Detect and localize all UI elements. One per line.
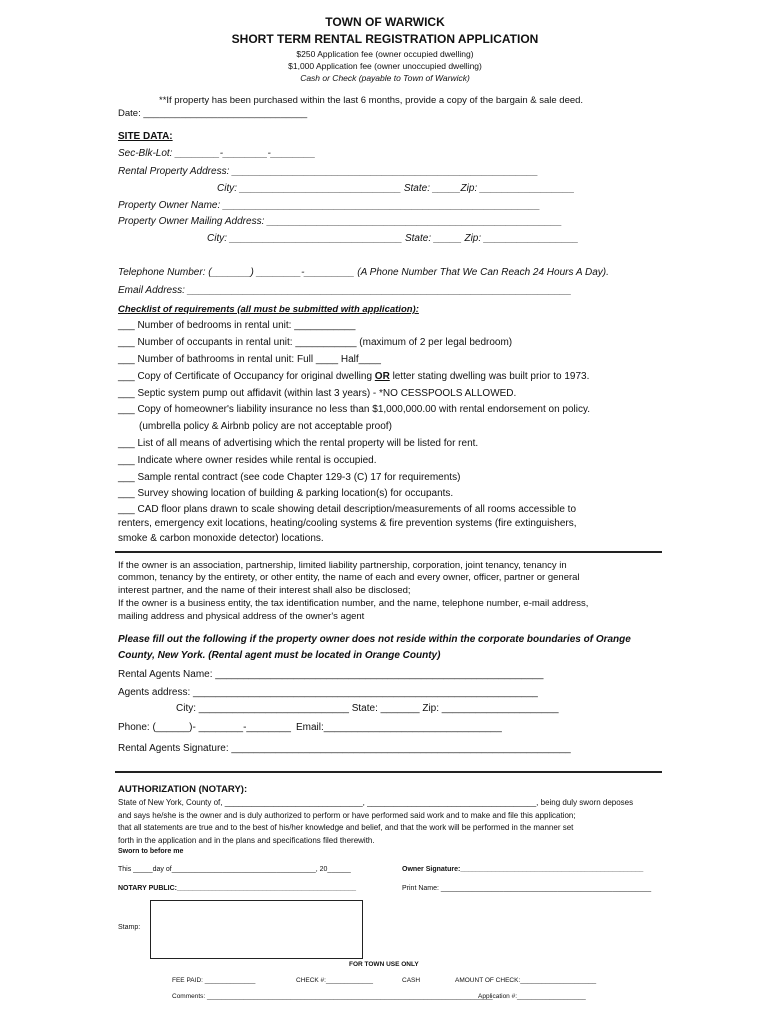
notary-public-field[interactable]: NOTARY PUBLIC:______________________________________________ — [118, 885, 357, 892]
email-field[interactable]: Email Address: _____________________________________________________________________ — [118, 285, 572, 296]
print-name-field[interactable]: Print Name: ______________________________________________________ — [402, 885, 652, 892]
town-use-heading: FOR TOWN USE ONLY — [349, 961, 419, 968]
owner-mailing-address-field[interactable]: Property Owner Mailing Address: _____________________________________________________ — [118, 216, 562, 227]
ownership-line-1: If the owner is an association, partnership, limited liability partnership, corporation, joint tenancy, tenancy in — [118, 560, 567, 571]
authorization-heading: AUTHORIZATION (NOTARY): — [118, 784, 248, 795]
comments-field[interactable]: Comments: _______________________________________________________________________________ — [172, 993, 493, 1000]
fee-owner-unoccupied: $1,000 Application fee (owner unoccupied dwelling) — [288, 61, 482, 71]
rental-property-address-field[interactable]: Rental Property Address: _______________________________________________________ — [118, 166, 539, 177]
rental-agent-name-field[interactable]: Rental Agents Name: ___________________________________________________________ — [118, 669, 544, 680]
deed-notice: **If property has been purchased within the last 6 months, provide a copy of the bargain & sale deed. — [159, 95, 584, 106]
checklist-item-certificate-text-2: letter stating dwelling was built prior to 1973. — [389, 371, 590, 382]
checklist-item-certificate[interactable] — [118, 371, 589, 382]
checklist-item-floor-plans[interactable]: ___ CAD floor plans drawn to scale showing detail description/measurements of all rooms accessible to — [118, 504, 577, 515]
document-title: TOWN OF WARWICK — [325, 15, 445, 29]
payment-note: Cash or Check (payable to Town of Warwick) — [300, 73, 470, 83]
agent-instruction-1: Please fill out the following if the property owner does not reside within the corporate boundaries of Orange — [118, 634, 631, 645]
checklist-item-insurance[interactable]: ___ Copy of homeowner's liability insurance no less than $1,000,000.00 with rental endorsement on policy. — [118, 404, 591, 415]
checklist-item-survey[interactable]: ___ Survey showing location of building & parking location(s) for occupants. — [118, 488, 454, 499]
ownership-line-2: common, tenancy by the entirety, or other entity, the name of each and every owner, officer, partner or general — [118, 572, 580, 583]
agent-phone-field[interactable]: Phone: (______)- ________-________ — [118, 722, 291, 733]
checklist-item-occupants[interactable]: ___ Number of occupants in rental unit: ___________ (maximum of 2 per legal bedroom) — [118, 337, 513, 348]
this-day-field[interactable]: This _____day of_____________________________________, 20______ — [118, 866, 351, 873]
date-field[interactable]: Date: _______________________________ — [118, 108, 308, 119]
sworn-statement: Sworn to before me — [118, 848, 184, 855]
checklist-item-advertising[interactable]: ___ List of all means of advertising which the rental property will be listed for rent. — [118, 438, 479, 449]
cash-label[interactable]: CASH — [402, 977, 421, 984]
property-owner-name-field[interactable]: Property Owner Name: _________________________________________________________ — [118, 200, 541, 211]
document-subtitle: SHORT TERM RENTAL REGISTRATION APPLICATION — [231, 32, 539, 46]
agent-signature-field[interactable]: Rental Agents Signature: _____________________________________________________________ — [118, 743, 571, 754]
section-divider-2 — [115, 771, 662, 773]
agent-email-field[interactable]: Email:________________________________ — [296, 722, 502, 733]
ownership-line-4: If the owner is a business entity, the tax identification number, and the name, telephone number, e-mail address, — [118, 598, 589, 609]
city-state-zip-field-1[interactable]: City: _____________________________ State: _____Zip: _________________ — [217, 183, 575, 194]
checklist-item-septic[interactable]: ___ Septic system pump out affidavit (within last 3 years) - *NO CESSPOOLS ALLOWED. — [118, 388, 517, 399]
fee-owner-occupied: $250 Application fee (owner occupied dwelling) — [296, 49, 474, 59]
floor-plans-text-3: smoke & carbon monoxide detector) locations. — [118, 533, 324, 544]
authorization-line-4: forth in the application and in the plans and specifications filed therewith. — [118, 836, 375, 845]
agent-address-field[interactable]: Agents address: ______________________________________________________________ — [118, 687, 538, 698]
check-number-field[interactable]: CHECK #:_____________ — [296, 977, 373, 984]
application-number-field[interactable]: Application #:___________________ — [478, 993, 586, 1000]
ownership-line-3: interest partner, and the name of their interest shall also be disclosed; — [118, 585, 411, 596]
stamp-box[interactable] — [150, 900, 363, 959]
checklist-item-bathrooms[interactable]: ___ Number of bathrooms in rental unit: Full ____ Half____ — [118, 354, 381, 365]
city-state-zip-field-2[interactable]: City: _______________________________ State: _____ Zip: _________________ — [207, 233, 579, 244]
floor-plans-text-2: renters, emergency exit locations, heating/cooling systems & fire prevention systems (fire extinguishers, — [118, 518, 577, 529]
amount-of-check-field[interactable]: AMOUNT OF CHECK:_____________________ — [455, 977, 597, 984]
or-emphasis: OR — [374, 371, 390, 382]
owner-signature-field[interactable]: Owner Signature:_______________________________________________ — [402, 866, 644, 873]
insurance-note: (umbrella policy & Airbnb policy are not acceptable proof) — [139, 421, 392, 432]
checklist-item-rental-contract[interactable]: ___ Sample rental contract (see code Chapter 129-3 (C) 17 for requirements) — [118, 472, 461, 483]
authorization-line-2: and says he/she is the owner and is duly authorized to perform or have performed said work and to make and file this application; — [118, 811, 576, 820]
ownership-line-5: mailing address and physical address of the owner's agent — [118, 611, 365, 622]
authorization-line-1: State of New York, County of, _______________________________, ______________________________________, being duly sworn deposes — [118, 798, 634, 807]
stamp-label: Stamp: — [118, 924, 141, 931]
authorization-line-3: that all statements are true and to the best of his/her knowledge and belief, and that the work will be performed in the manner set — [118, 823, 574, 832]
checklist-item-owner-residence[interactable]: ___ Indicate where owner resides while rental is occupied. — [118, 455, 377, 466]
agent-city-state-zip-field[interactable]: City: ___________________________ State: _______ Zip: _____________________ — [176, 703, 559, 714]
fee-paid-field[interactable]: FEE PAID: ______________ — [172, 977, 256, 984]
section-divider-1 — [115, 551, 662, 553]
agent-instruction-2: County, New York. (Rental agent must be located in Orange County) — [118, 650, 441, 661]
checklist-item-certificate-text: ___ Copy of Certificate of Occupancy for original dwelling — [118, 371, 375, 382]
sec-blk-lot-field[interactable]: Sec-Blk-Lot: ________-________-________ — [118, 148, 316, 159]
telephone-field[interactable]: Telephone Number: (_______) ________-_________ (A Phone Number That We Can Reach 24 Hours A Day). — [118, 267, 609, 278]
checklist-item-bedrooms[interactable]: ___ Number of bedrooms in rental unit: ___________ — [118, 320, 356, 331]
site-data-heading: SITE DATA: — [118, 131, 173, 142]
checklist-heading: Checklist of requirements (all must be submitted with application): — [118, 304, 419, 315]
